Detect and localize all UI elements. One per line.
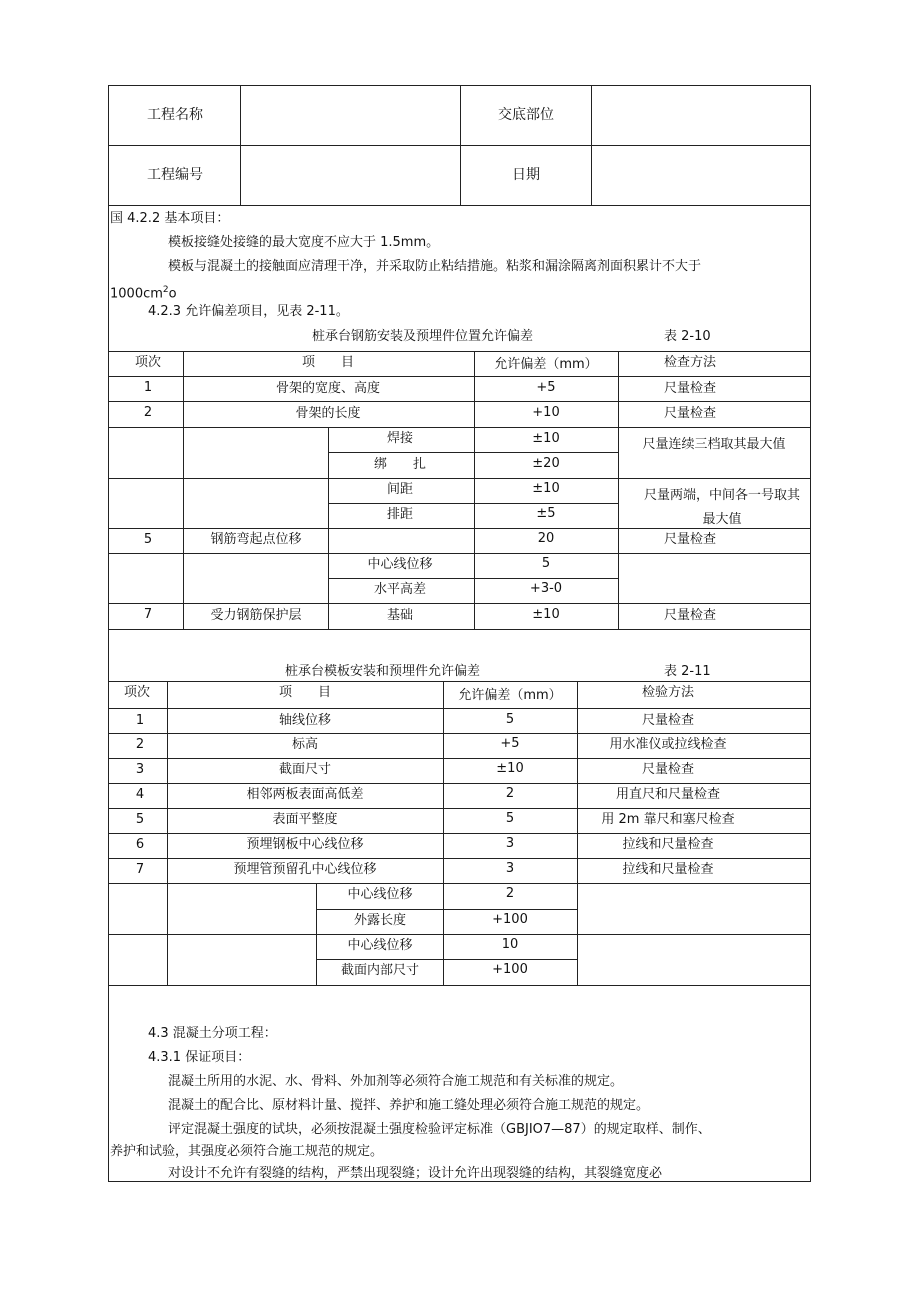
table-rule [108, 758, 811, 759]
area-suffix: o [168, 286, 177, 302]
table-rule [108, 603, 811, 604]
cell-no: 1 [143, 380, 153, 395]
area-value: 1000cm [110, 286, 163, 302]
table-number: 表 2-10 [664, 329, 711, 344]
cell-sub-item: 焊接 [386, 431, 414, 446]
table-rule [108, 351, 811, 352]
cell-sub-item: 截面内部尺寸 [340, 963, 420, 978]
header-divider [108, 145, 811, 146]
cell-method: 尺量检查 [663, 532, 717, 547]
table-rule [108, 553, 811, 554]
cell-sub-item: 基础 [386, 608, 414, 623]
cell-tolerance: +5 [536, 380, 556, 395]
col-header-no: 项次 [134, 355, 162, 370]
table-rule [108, 808, 811, 809]
cell-no: 5 [143, 532, 153, 547]
project-no-label: 工程编号 [147, 167, 203, 183]
table-rule [108, 833, 811, 834]
col-header-tolerance: 允许偏差（mm） [494, 357, 598, 372]
table-rule [108, 783, 811, 784]
cell-sub-item: 绑 扎 [373, 457, 427, 472]
cell-method: 用直尺和尺量检查 [615, 787, 721, 802]
table-rule [108, 858, 811, 859]
table-rule [108, 883, 811, 884]
paragraph-continued: 养护和试验，其强度必须符合施工规范的规定。 [110, 1144, 384, 1159]
section-heading: 4.2.3 允许偏差项目，见表 2-11。 [148, 304, 349, 319]
date-label: 日期 [512, 167, 540, 183]
section-heading: 4.3 混凝土分项工程： [148, 1026, 277, 1041]
cell-no: 2 [143, 405, 153, 420]
cell-tolerance: ±5 [536, 506, 556, 521]
cell-tolerance: +3-0 [529, 581, 563, 596]
cell-no: 2 [135, 737, 145, 752]
cell-method: 用水准仪或拉线检查 [609, 737, 727, 752]
table-rule [108, 478, 811, 479]
disclosure-part-label: 交底部位 [498, 107, 554, 123]
cell-tolerance: +100 [492, 962, 528, 977]
col-header-method: 检验方法 [641, 685, 695, 700]
table-rule [618, 351, 619, 629]
paragraph: 对设计不允许有裂缝的结构，严禁出现裂缝；设计允许出现裂缝的结构，其裂缝宽度必 [168, 1166, 663, 1181]
paragraph-continued [110, 281, 177, 303]
superscript: 2 [162, 285, 169, 295]
cell-tolerance: ±10 [496, 761, 524, 776]
cell-method: 尺量连续三档取其最大值 [642, 437, 786, 452]
cell-tolerance: 5 [505, 712, 515, 727]
cell-method: 尺量两端，中间各一号取其 [643, 488, 801, 503]
cell-no: 5 [135, 812, 145, 827]
table-rule [108, 708, 811, 709]
col-header-tolerance: 允许偏差（mm） [458, 688, 562, 703]
cell-item: 截面尺寸 [278, 762, 332, 777]
cell-method: 用 2m 靠尺和塞尺检查 [601, 812, 735, 827]
cell-method: 拉线和尺量检查 [622, 862, 714, 877]
cell-item: 预埋钢板中心线位移 [246, 837, 364, 852]
cell-tolerance: 2 [505, 786, 515, 801]
table-rule [577, 681, 578, 985]
cell-tolerance: 3 [505, 861, 515, 876]
cell-no: 7 [143, 607, 153, 622]
col-header-item: 项 目 [301, 355, 355, 370]
table-rule [316, 909, 578, 910]
cell-tolerance: 2 [505, 886, 515, 901]
table-rule [316, 883, 317, 985]
table-rule [108, 985, 811, 986]
cell-tolerance: +100 [492, 912, 528, 927]
cell-method: 拉线和尺量检查 [622, 837, 714, 852]
table-number: 表 2-11 [664, 664, 711, 679]
cell-tolerance: ±10 [532, 607, 560, 622]
cell-tolerance: 5 [505, 811, 515, 826]
table-rule [108, 528, 811, 529]
cell-no: 1 [135, 713, 145, 728]
cell-tolerance: 20 [537, 531, 555, 546]
cell-tolerance: ±20 [532, 456, 560, 471]
cell-item: 标高 [291, 737, 319, 752]
cell-sub-item: 水平高差 [373, 582, 427, 597]
cell-tolerance: +5 [500, 736, 520, 751]
table-rule [108, 629, 811, 630]
cell-no: 7 [135, 862, 145, 877]
table-rule [316, 959, 578, 960]
paragraph: 混凝土所用的水泥、水、骨料、外加剂等必须符合施工规范和有关标准的规定。 [168, 1074, 624, 1089]
cell-item: 预埋管预留孔中心线位移 [233, 862, 377, 877]
section-heading: 国 4.2.2 基本项目： [110, 211, 230, 226]
table-rule [328, 427, 329, 629]
cell-item: 表面平整度 [272, 812, 338, 827]
table-rule [443, 681, 444, 985]
cell-tolerance: 10 [501, 937, 519, 952]
cell-tolerance: ±10 [532, 431, 560, 446]
table-rule [108, 376, 811, 377]
paragraph: 混凝土的配合比、原材料计量、搅拌、养护和施工缝处理必须符合施工规范的规定。 [168, 1098, 650, 1113]
cell-tolerance: +10 [532, 405, 560, 420]
cell-method: 尺量检查 [641, 713, 695, 728]
cell-no: 6 [135, 837, 145, 852]
table-rule [108, 681, 811, 682]
cell-sub-item: 中心线位移 [367, 557, 433, 572]
cell-tolerance: ±10 [532, 481, 560, 496]
table-rule [108, 427, 811, 428]
col-header-item: 项 目 [278, 685, 332, 700]
paragraph: 模板与混凝土的接触面应清理干净，并采取防止粘结措施。粘浆和漏涂隔离剂面积累计不大于 [168, 259, 702, 274]
table-rule [474, 351, 475, 629]
cell-item: 钢筋弯起点位移 [210, 532, 302, 547]
cell-method: 尺量检查 [641, 762, 695, 777]
col-header-no: 项次 [123, 685, 151, 700]
cell-no: 4 [135, 787, 145, 802]
project-name-label: 工程名称 [147, 107, 203, 123]
cell-method: 尺量检查 [663, 608, 717, 623]
cell-sub-item: 排距 [386, 507, 414, 522]
table-title: 桩承台模板安装和预埋件允许偏差 [285, 664, 481, 679]
header-divider [108, 205, 811, 206]
table-rule [108, 733, 811, 734]
section-heading: 4.3.1 保证项目： [148, 1050, 251, 1065]
cell-sub-item: 中心线位移 [347, 938, 413, 953]
cell-sub-item: 外露长度 [353, 913, 407, 928]
cell-item: 轴线位移 [278, 713, 332, 728]
cell-sub-item: 间距 [386, 482, 414, 497]
cell-no: 3 [135, 762, 145, 777]
paragraph: 模板接缝处接缝的最大宽度不应大于 1.5mm。 [168, 235, 440, 250]
cell-item: 相邻两板表面高低差 [246, 787, 364, 802]
cell-tolerance: 5 [541, 556, 551, 571]
cell-tolerance: 3 [505, 836, 515, 851]
table-title: 桩承台钢筋安装及预埋件位置允许偏差 [312, 329, 534, 344]
paragraph: 评定混凝土强度的试块，必须按混凝土强度检验评定标准（GBJIO7—87）的规定取样、制作、 [168, 1122, 711, 1137]
cell-item: 骨架的宽度、高度 [275, 381, 381, 396]
cell-sub-item: 中心线位移 [347, 887, 413, 902]
cell-item: 受力钢筋保护层 [210, 608, 302, 623]
cell-method: 最大值 [702, 512, 742, 527]
table-rule [108, 934, 811, 935]
cell-item: 骨架的长度 [295, 406, 361, 421]
cell-method: 尺量检查 [663, 381, 717, 396]
cell-method: 尺量检查 [663, 406, 717, 421]
table-rule [167, 681, 168, 985]
table-rule [183, 351, 184, 629]
col-header-method: 检查方法 [663, 355, 717, 370]
table-rule [108, 401, 811, 402]
